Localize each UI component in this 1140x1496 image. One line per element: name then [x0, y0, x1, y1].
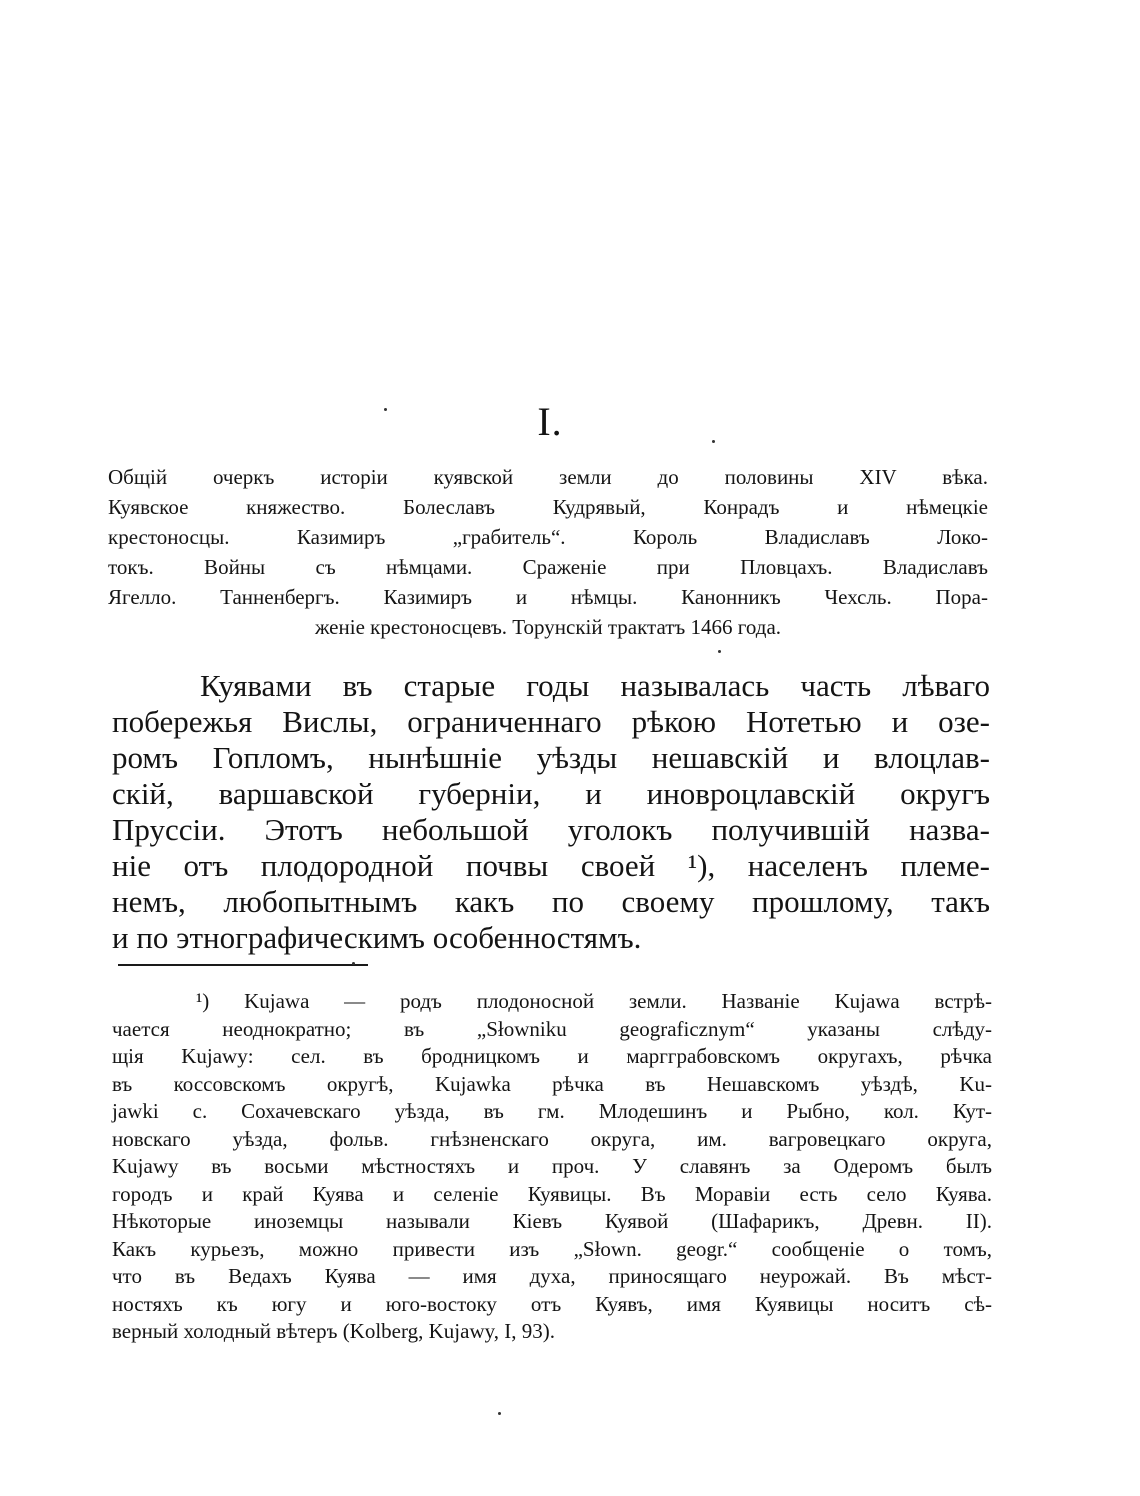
print-speck: [498, 1412, 501, 1415]
footnote-line: Kujawy въ восьми мѣстностяхъ и проч. У славянъ за Одеромъ былъ: [112, 1154, 992, 1178]
summary-line: крестоносцы. Казимиръ „грабитель“. Король Владиславъ Локо-: [108, 525, 988, 549]
footnote-divider: [118, 964, 368, 966]
footnote-line: Нѣкоторые иноземцы называли Кіевъ Куявой (Шафарикъ, Древн. II).: [112, 1209, 992, 1233]
body-line: Куявами въ старые годы называлась часть лѣваго: [200, 668, 990, 703]
body-line: ромъ Гопломъ, нынѣшніе уѣзды нешавскій и влоцлав-: [112, 740, 990, 775]
summary-line: токъ. Войны съ нѣмцами. Сраженіе при Пловцахъ. Владиславъ: [108, 555, 988, 579]
body-line: ніе отъ плодородной почвы своей ¹), населенъ племе-: [112, 848, 990, 883]
footnote-line: ¹) Kujawa — родъ плодоносной земли. Названіе Kujawa встрѣ-: [196, 989, 992, 1013]
body-line: немъ, любопытнымъ какъ по своему прошлому, такъ: [112, 884, 990, 919]
footnote-line: щія Kujawy: сел. въ бродницкомъ и маргграбовскомъ округахъ, рѣчка: [112, 1044, 992, 1068]
body-line: Пруссіи. Этотъ небольшой уголокъ получившій назва-: [112, 812, 990, 847]
footnote-line: верный холодный вѣтеръ (Kolberg, Kujawy, I, 93).: [112, 1319, 555, 1343]
body-paragraph: [112, 668, 990, 956]
footnote-line: что въ Ведахъ Куява — имя духа, приносящаго неурожай. Въ мѣст-: [112, 1264, 992, 1288]
print-speck: [384, 408, 387, 411]
footnote-line: городъ и край Куява и селеніе Куявицы. Въ Моравіи есть село Куява.: [112, 1181, 992, 1206]
chapter-summary: [108, 462, 988, 642]
body-line: скій, варшавской губерніи, и иновроцлавскій округъ: [112, 776, 990, 811]
summary-line: Общій очеркъ исторіи куявской земли до половины XIV вѣка.: [108, 465, 988, 489]
summary-line: женіе крестоносцевъ. Торунскій трактатъ 1466 года.: [314, 615, 782, 639]
summary-line: Куявское княжество. Болеславъ Кудрявый, Конрадъ и нѣмецкіе: [108, 495, 988, 519]
body-line: и по этнографическимъ особенностямъ.: [112, 920, 642, 955]
footnote-line: въ коссовскомъ округѣ, Kujawka рѣчка въ Нешавскомъ уѣздѣ, Ku-: [112, 1071, 992, 1096]
print-speck: [718, 650, 721, 653]
print-speck: [712, 440, 715, 443]
footnote-line: новскаго уѣзда, фольв. гнѣзненскаго округа, им. вагровецкаго округа,: [112, 1126, 992, 1151]
footnote: [112, 988, 992, 1346]
footnote-line: Какъ курьезъ, можно привести изъ „Słown. geogr.“ сообщеніе о томъ,: [112, 1236, 992, 1261]
print-speck: [352, 962, 355, 965]
footnote-line: ностяхъ къ югу и юго-востоку отъ Куявъ, имя Куявицы носитъ сѣ-: [112, 1291, 992, 1316]
summary-line: Ягелло. Танненбергъ. Казимиръ и нѣмцы. Канонникъ Чехсль. Пора-: [108, 585, 988, 609]
footnote-line: чается неоднократно; въ „Słowniku geograficznym“ указаны слѣду-: [112, 1016, 992, 1041]
footnote-line: jawki с. Сохачевскаго уѣзда, въ гм. Млодешинъ и Рыбно, кол. Кут-: [112, 1099, 992, 1123]
chapter-number: I.: [537, 399, 563, 444]
body-line: побережья Вислы, ограниченнаго рѣкою Нотетью и озе-: [112, 704, 990, 739]
